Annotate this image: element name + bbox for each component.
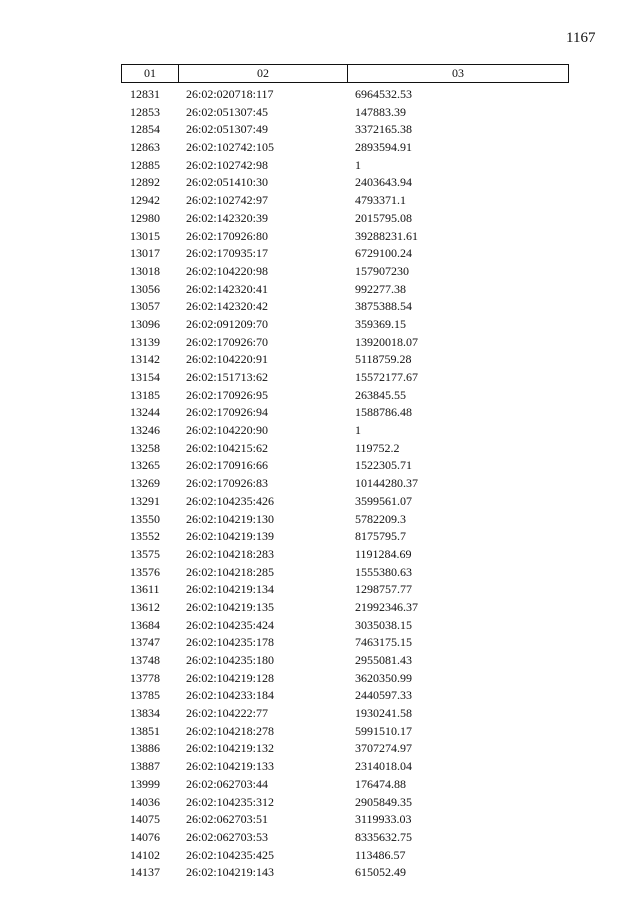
cell-cadastral-number: 26:02:104219:139 xyxy=(186,529,275,544)
cell-value: 2015795.08 xyxy=(355,210,412,225)
cell-id: 13258 xyxy=(130,440,160,455)
table-row xyxy=(0,705,640,723)
table-row xyxy=(0,564,640,582)
cell-value: 1298757.77 xyxy=(355,582,412,597)
cell-cadastral-number: 26:02:104220:98 xyxy=(186,263,269,278)
table-header xyxy=(121,64,569,83)
cell-id: 12942 xyxy=(130,193,160,208)
cell-value: 15572177.67 xyxy=(355,370,418,384)
cell-id: 13154 xyxy=(130,370,160,384)
table-row xyxy=(0,687,640,705)
cell-id: 13748 xyxy=(130,653,160,667)
cell-value: 10144280.37 xyxy=(355,476,418,491)
table-row xyxy=(0,157,640,175)
cell-value: 113486.57 xyxy=(355,847,406,862)
cell-id: 12885 xyxy=(130,157,160,172)
cell-id: 12892 xyxy=(130,175,160,190)
cell-value: 6729100.24 xyxy=(355,246,412,261)
cell-id: 13576 xyxy=(130,564,160,579)
table-row xyxy=(0,546,640,564)
cell-value: 4793371.1 xyxy=(355,193,406,208)
cell-id: 13139 xyxy=(130,334,160,349)
table-row xyxy=(0,599,640,617)
cell-value: 119752.2 xyxy=(355,440,400,455)
table-row xyxy=(0,829,640,847)
cell-id: 14076 xyxy=(130,829,160,844)
cell-cadastral-number: 26:02:170926:94 xyxy=(186,405,269,420)
page-number: 1167 xyxy=(566,30,596,46)
table-row xyxy=(0,740,640,758)
table-row xyxy=(0,634,640,652)
cell-value: 1 xyxy=(355,157,361,172)
cell-value: 2893594.91 xyxy=(355,140,412,155)
table-row xyxy=(0,316,640,334)
cell-cadastral-number: 26:02:170926:95 xyxy=(186,387,269,402)
cell-id: 13684 xyxy=(130,617,160,632)
table-row xyxy=(0,351,640,369)
cell-id: 13886 xyxy=(130,741,160,756)
table-row xyxy=(0,581,640,599)
cell-cadastral-number: 26:02:104222:77 xyxy=(186,706,269,721)
cell-id: 13611 xyxy=(130,582,160,597)
table-row xyxy=(0,228,640,246)
cell-id: 12980 xyxy=(130,210,160,225)
cell-id: 14075 xyxy=(130,812,160,827)
cell-cadastral-number: 26:02:104220:90 xyxy=(186,423,269,438)
cell-cadastral-number: 26:02:104219:135 xyxy=(186,599,275,614)
cell-value: 3707274.97 xyxy=(355,741,412,756)
table-row xyxy=(0,758,640,776)
cell-value: 5782209.3 xyxy=(355,511,406,526)
table-row xyxy=(0,617,640,635)
cell-cadastral-number: 26:02:104235:425 xyxy=(186,847,275,862)
cell-cadastral-number: 26:02:104218:283 xyxy=(186,546,275,561)
cell-value: 21992346.37 xyxy=(355,599,418,614)
cell-cadastral-number: 26:02:051307:45 xyxy=(186,104,269,119)
cell-id: 13747 xyxy=(130,635,160,650)
table-row xyxy=(0,369,640,387)
cell-cadastral-number: 26:02:104219:134 xyxy=(186,582,275,597)
cell-id: 13552 xyxy=(130,529,160,544)
cell-cadastral-number: 26:02:104235:426 xyxy=(186,493,275,508)
cell-value: 3875388.54 xyxy=(355,299,412,314)
cell-id: 13265 xyxy=(130,458,160,473)
cell-cadastral-number: 26:02:170916:66 xyxy=(186,458,269,473)
cell-value: 5118759.28 xyxy=(355,352,412,367)
cell-value: 39288231.61 xyxy=(355,228,418,243)
cell-value: 3599561.07 xyxy=(355,493,412,508)
cell-id: 14036 xyxy=(130,794,160,809)
table-row xyxy=(0,864,640,882)
header-col-03: 03 xyxy=(452,66,464,80)
cell-cadastral-number: 26:02:104219:132 xyxy=(186,741,275,756)
cell-id: 13851 xyxy=(130,723,160,738)
cell-value: 2905849.35 xyxy=(355,794,412,809)
table-row xyxy=(0,440,640,458)
cell-cadastral-number: 26:02:051410:30 xyxy=(186,175,269,190)
cell-value: 3372165.38 xyxy=(355,122,412,137)
table-row xyxy=(0,192,640,210)
cell-id: 13269 xyxy=(130,476,160,491)
header-col-01: 01 xyxy=(122,65,179,82)
table-row xyxy=(0,174,640,192)
table-row xyxy=(0,387,640,405)
cell-cadastral-number: 26:02:142320:41 xyxy=(186,281,269,296)
cell-id: 13056 xyxy=(130,281,160,296)
cell-id: 13057 xyxy=(130,299,160,314)
cell-value: 147883.39 xyxy=(355,104,406,119)
cell-id: 13185 xyxy=(130,387,160,402)
table-row xyxy=(0,404,640,422)
cell-id: 13096 xyxy=(130,316,160,331)
table-row xyxy=(0,298,640,316)
cell-cadastral-number: 26:02:104219:143 xyxy=(186,865,275,880)
cell-value: 615052.49 xyxy=(355,865,406,880)
cell-id: 14102 xyxy=(130,847,160,862)
cell-cadastral-number: 26:02:104233:184 xyxy=(186,688,275,703)
cell-cadastral-number: 26:02:104235:180 xyxy=(186,653,275,667)
cell-cadastral-number: 26:02:104235:424 xyxy=(186,617,275,632)
cell-cadastral-number: 26:02:104218:278 xyxy=(186,723,275,738)
cell-value: 3620350.99 xyxy=(355,670,412,685)
cell-id: 13887 xyxy=(130,759,160,774)
cell-value: 2314018.04 xyxy=(355,759,412,774)
cell-value: 3035038.15 xyxy=(355,617,412,632)
cell-id: 13575 xyxy=(130,546,160,561)
cell-id: 13612 xyxy=(130,599,160,614)
cell-cadastral-number: 26:02:142320:42 xyxy=(186,299,269,314)
table-row xyxy=(0,334,640,352)
table-row xyxy=(0,422,640,440)
cell-value: 6964532.53 xyxy=(355,87,412,101)
cell-cadastral-number: 26:02:104235:312 xyxy=(186,794,275,809)
table-row xyxy=(0,811,640,829)
cell-cadastral-number: 26:02:062703:44 xyxy=(186,776,269,791)
cell-cadastral-number: 26:02:151713:62 xyxy=(186,370,269,384)
cell-value: 1588786.48 xyxy=(355,405,412,420)
cell-cadastral-number: 26:02:020718:117 xyxy=(186,87,274,101)
table-row xyxy=(0,121,640,139)
cell-cadastral-number: 26:02:062703:51 xyxy=(186,812,269,827)
cell-cadastral-number: 26:02:104219:133 xyxy=(186,759,275,774)
cell-id: 13550 xyxy=(130,511,160,526)
cell-cadastral-number: 26:02:102742:98 xyxy=(186,157,269,172)
cell-id: 13244 xyxy=(130,405,160,420)
cell-cadastral-number: 26:02:170926:70 xyxy=(186,334,269,349)
cell-id: 13015 xyxy=(130,228,160,243)
table-row xyxy=(0,139,640,157)
cell-cadastral-number: 26:02:104215:62 xyxy=(186,440,269,455)
cell-cadastral-number: 26:02:170926:83 xyxy=(186,476,269,491)
cell-value: 1930241.58 xyxy=(355,706,412,721)
cell-cadastral-number: 26:02:104235:178 xyxy=(186,635,275,650)
table-row xyxy=(0,723,640,741)
cell-value: 157907230 xyxy=(355,263,409,278)
cell-cadastral-number: 26:02:170926:80 xyxy=(186,228,269,243)
cell-value: 1522305.71 xyxy=(355,458,412,473)
cell-cadastral-number: 26:02:091209:70 xyxy=(186,316,269,331)
cell-id: 13018 xyxy=(130,263,160,278)
cell-cadastral-number: 26:02:102742:105 xyxy=(186,140,275,155)
cell-value: 3119933.03 xyxy=(355,812,412,827)
table-row xyxy=(0,652,640,670)
cell-cadastral-number: 26:02:170935:17 xyxy=(186,246,269,261)
cell-id: 13999 xyxy=(130,776,160,791)
cell-id: 13142 xyxy=(130,352,160,367)
table-row xyxy=(0,511,640,529)
cell-id: 12831 xyxy=(130,87,160,101)
table-row xyxy=(0,776,640,794)
cell-id: 13778 xyxy=(130,670,160,685)
table-row xyxy=(0,670,640,688)
cell-id: 13291 xyxy=(130,493,160,508)
table-row xyxy=(0,104,640,122)
cell-value: 359369.15 xyxy=(355,316,406,331)
cell-value: 992277.38 xyxy=(355,281,406,296)
cell-id: 14137 xyxy=(130,865,160,880)
table-row xyxy=(0,281,640,299)
table-row xyxy=(0,457,640,475)
cell-cadastral-number: 26:02:104218:285 xyxy=(186,564,275,579)
cell-value: 2403643.94 xyxy=(355,175,412,190)
table-row xyxy=(0,86,640,104)
cell-value: 1 xyxy=(355,423,361,438)
cell-value: 8175795.7 xyxy=(355,529,406,544)
cell-cadastral-number: 26:02:104220:91 xyxy=(186,352,269,367)
cell-value: 1555380.63 xyxy=(355,564,412,579)
table-row xyxy=(0,528,640,546)
cell-id: 12854 xyxy=(130,122,160,137)
cell-value: 2440597.33 xyxy=(355,688,412,703)
table-row xyxy=(0,210,640,228)
cell-id: 13785 xyxy=(130,688,160,703)
cell-cadastral-number: 26:02:142320:39 xyxy=(186,210,269,225)
cell-id: 12853 xyxy=(130,104,160,119)
table-row xyxy=(0,493,640,511)
cell-cadastral-number: 26:02:104219:128 xyxy=(186,670,275,685)
table-row xyxy=(0,847,640,865)
table-row xyxy=(0,475,640,493)
header-col-02: 02 xyxy=(179,65,348,82)
cell-value: 176474.88 xyxy=(355,776,406,791)
table-row xyxy=(0,263,640,281)
table-body xyxy=(0,86,640,882)
cell-value: 263845.55 xyxy=(355,387,406,402)
cell-cadastral-number: 26:02:062703:53 xyxy=(186,829,269,844)
cell-id: 13834 xyxy=(130,706,160,721)
cell-value: 5991510.17 xyxy=(355,723,412,738)
cell-value: 8335632.75 xyxy=(355,829,412,844)
cell-value: 13920018.07 xyxy=(355,334,418,349)
cell-cadastral-number: 26:02:051307:49 xyxy=(186,122,269,137)
cell-value: 7463175.15 xyxy=(355,635,412,650)
cell-value: 2955081.43 xyxy=(355,653,412,667)
cell-cadastral-number: 26:02:102742:97 xyxy=(186,193,269,208)
cell-value: 1191284.69 xyxy=(355,546,412,561)
table-row xyxy=(0,794,640,812)
table-row xyxy=(0,245,640,263)
cell-id: 12863 xyxy=(130,140,160,155)
cell-id: 13246 xyxy=(130,423,160,438)
cell-id: 13017 xyxy=(130,246,160,261)
cell-cadastral-number: 26:02:104219:130 xyxy=(186,511,275,526)
